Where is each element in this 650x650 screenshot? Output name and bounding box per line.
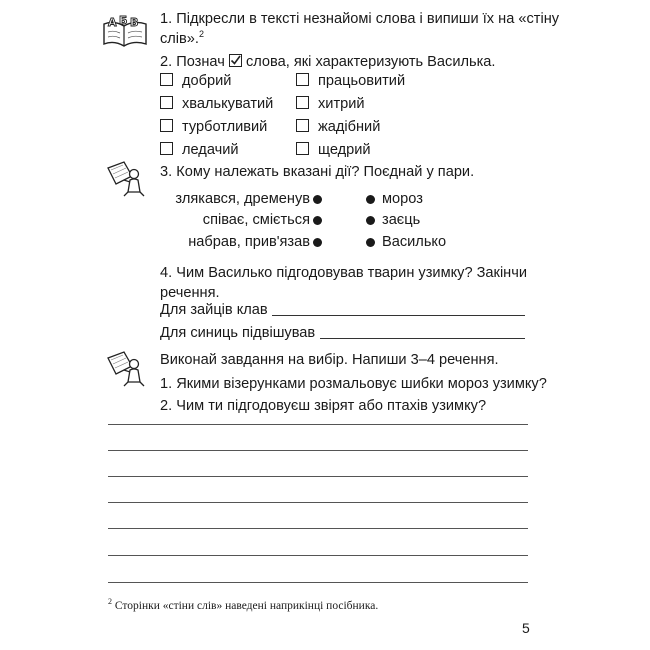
writing-line[interactable] (108, 502, 528, 503)
option-label: щедрий (318, 142, 371, 158)
checkbox-option[interactable] (296, 118, 380, 136)
match-left-item: набрав, прив'язав (188, 234, 310, 250)
task3-instruction: 3. Кому належать вказані дії? Поєднай у пари. (160, 164, 475, 180)
footnote-ref: 2 (198, 29, 204, 40)
answer-line[interactable] (272, 315, 525, 316)
match-left-item: злякався, дременув (175, 191, 310, 207)
checkbox[interactable] (160, 96, 173, 109)
checkbox-option[interactable] (160, 118, 267, 136)
checkbox[interactable] (296, 119, 309, 132)
writing-line[interactable] (108, 528, 528, 529)
student-figure-icon (102, 158, 150, 198)
footnote (108, 597, 379, 612)
match-dot-left[interactable] (313, 216, 322, 225)
match-right-item: Василько (382, 234, 447, 250)
checkbox-option[interactable] (296, 141, 371, 159)
task2-text-pre: 2. Познач (160, 54, 225, 70)
checkbox[interactable] (296, 96, 309, 109)
option-label: жадібний (318, 119, 381, 135)
option-label: добрий (182, 73, 232, 89)
checkbox-option[interactable] (296, 95, 365, 113)
svg-text:В: В (130, 16, 139, 29)
checkbox-option[interactable] (160, 95, 273, 113)
option-label: ледачий (182, 142, 239, 158)
checkbox[interactable] (296, 73, 309, 86)
writing-line[interactable] (108, 582, 528, 583)
match-dot-left[interactable] (313, 195, 322, 204)
match-dot-left[interactable] (313, 238, 322, 247)
checkbox-option[interactable] (296, 72, 405, 90)
footnote-mark: 2 (108, 597, 112, 607)
match-dot-right[interactable] (366, 238, 375, 247)
match-right-item: заєць (382, 212, 421, 228)
task4-line2: речення. (160, 285, 220, 301)
task1-line1: 1. Підкресли в тексті незнайомі слова і випиши їх на «стіну (160, 11, 560, 27)
checkbox-option[interactable] (160, 141, 239, 159)
sentence-start-2: Для синиць підвішував (160, 325, 316, 341)
writing-line[interactable] (108, 476, 528, 477)
footnote-text: Сторінки «стіни слів» наведені наприкінці посібника. (114, 600, 379, 612)
match-right-item: мороз (382, 191, 423, 207)
choice-question-2: 2. Чим ти підгодовуєш звірят або птахів узимку? (160, 398, 487, 414)
answer-line[interactable] (320, 338, 525, 339)
svg-text:Б: Б (119, 14, 128, 27)
task2-text-post: слова, які характеризують Василька. (245, 54, 496, 70)
choice-question-1: 1. Якими візерунками розмальовує шибки мороз узимку? (160, 376, 547, 392)
task1-text2: слів». (160, 31, 199, 47)
choice-intro: Виконай завдання на вибір. Напиши 3–4 речення. (160, 352, 499, 368)
abv-book-icon (100, 14, 150, 50)
checkbox[interactable] (296, 142, 309, 155)
checkbox[interactable] (160, 142, 173, 155)
checkmark-box-icon (229, 54, 242, 67)
writing-line[interactable] (108, 555, 528, 556)
match-dot-right[interactable] (366, 195, 375, 204)
match-left-item: співає, сміється (202, 212, 310, 228)
option-label: хитрий (318, 96, 365, 112)
option-label: турботливий (182, 119, 268, 135)
option-label: хвалькуватий (182, 96, 274, 112)
page-number: 5 (522, 620, 530, 636)
svg-text:А: А (108, 16, 117, 29)
checkbox-option[interactable] (160, 72, 231, 90)
match-dot-right[interactable] (366, 216, 375, 225)
writing-line[interactable] (108, 450, 528, 451)
option-label: працьовитий (318, 73, 406, 89)
task4-line1: 4. Чим Василько підгодовував тварин узимку? Закінчи (160, 265, 527, 281)
checkbox[interactable] (160, 119, 173, 132)
student-figure-icon (102, 348, 150, 388)
sentence-start-1: Для зайців клав (160, 302, 268, 318)
task2-instruction (160, 53, 495, 71)
writing-line[interactable] (108, 424, 528, 425)
task1-line2 (160, 30, 204, 48)
checkbox[interactable] (160, 73, 173, 86)
